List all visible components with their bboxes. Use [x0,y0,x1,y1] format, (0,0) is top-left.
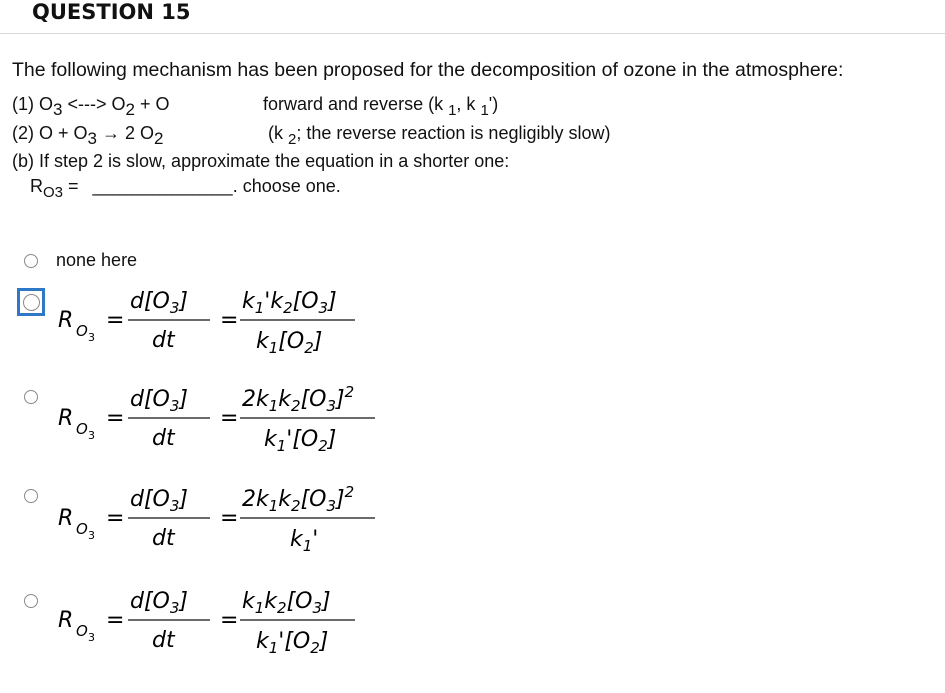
option-2-deriv-num: $d[O_3]$ [130,387,189,415]
option-3-radio[interactable] [24,489,38,503]
option-1-rhs-num: $k_1'k_2[O_3]$ [242,289,337,317]
option-3-rhs-num: $2k_1k_2[O_3]^2$ [242,483,355,515]
step-1-equation: (1) O3 <---> O2 + O [12,94,170,119]
option-4-radio[interactable] [24,594,38,608]
option-3-formula [50,478,390,563]
answer-blank[interactable]: ______________ [92,176,233,196]
option-3-eq1: = [106,506,125,531]
option-1-lhs-sub: O [76,322,88,340]
option-3-lhs-R: R [58,506,74,531]
option-4-lhs-sub: O [76,622,88,640]
option-4-lhs-R: R [58,608,74,633]
title-divider [0,33,945,34]
option-4-formula [50,580,390,665]
option-1-radio[interactable] [23,294,40,311]
option-1-rhs-den: $k_1[O_2]$ [256,329,323,357]
option-0-radio[interactable] [24,254,38,268]
option-4-deriv-num: $d[O_3]$ [130,589,189,617]
option-3-deriv-num: $d[O_3]$ [130,487,189,515]
option-0-label: none here [56,250,138,270]
option-1-lhs-R: R [58,308,74,333]
option-2-lhs-R: R [58,406,74,431]
option-1-lhs-sub-num: 3 [88,331,95,344]
option-2-eq2: = [220,406,239,431]
option-1-formula [50,280,380,365]
option-2-deriv-den: dt [152,426,175,451]
option-4-deriv-den: dt [152,628,175,653]
option-4-eq2: = [220,608,239,633]
option-1-eq1: = [106,308,125,333]
option-2-lhs-sub-num: 3 [88,429,95,442]
option-1-deriv-den: dt [152,328,175,353]
option-4-rhs-den: $k_1'[O_2]$ [256,629,329,657]
option-4-lhs-sub-num: 3 [88,631,95,644]
option-2-rhs-num: $2k_1k_2[O_3]^2$ [242,383,355,415]
option-1-eq2: = [220,308,239,333]
step-1-note: forward and reverse (k $_1$, k $_1$') [263,94,499,119]
option-2-rhs-den: $k_1'[O_2]$ [264,427,337,455]
option-2-lhs-sub: O [76,420,88,438]
option-2-formula [50,378,390,463]
option-2-eq1: = [106,406,125,431]
rate-expression-blank: $R_{O3}$ = ______________. choose one. [30,176,341,201]
option-3-eq2: = [220,506,239,531]
option-3-rhs-den: $k_1'$ [290,527,319,555]
option-4-eq1: = [106,608,125,633]
option-1-deriv-num: $d[O_3]$ [130,289,189,317]
option-3-deriv-den: dt [152,526,175,551]
option-2-radio[interactable] [24,390,38,404]
part-b-prompt: (b) If step 2 is slow, approximate the equation in a shorter one: [12,151,510,171]
question-title: QUESTION 15 [32,0,191,24]
option-3-lhs-sub: O [76,520,88,538]
step-2-note: (k $_2$; the reverse reaction is negligibly slow) [268,123,611,148]
question-intro: The following mechanism has been proposed for the decomposition of ozone in the atmosphere: [12,59,844,81]
option-3-lhs-sub-num: 3 [88,529,95,542]
step-2-equation: (2) O + O3 → 2 O2 [12,123,164,148]
option-4-rhs-num: $k_1k_2[O_3]$ [242,589,331,617]
